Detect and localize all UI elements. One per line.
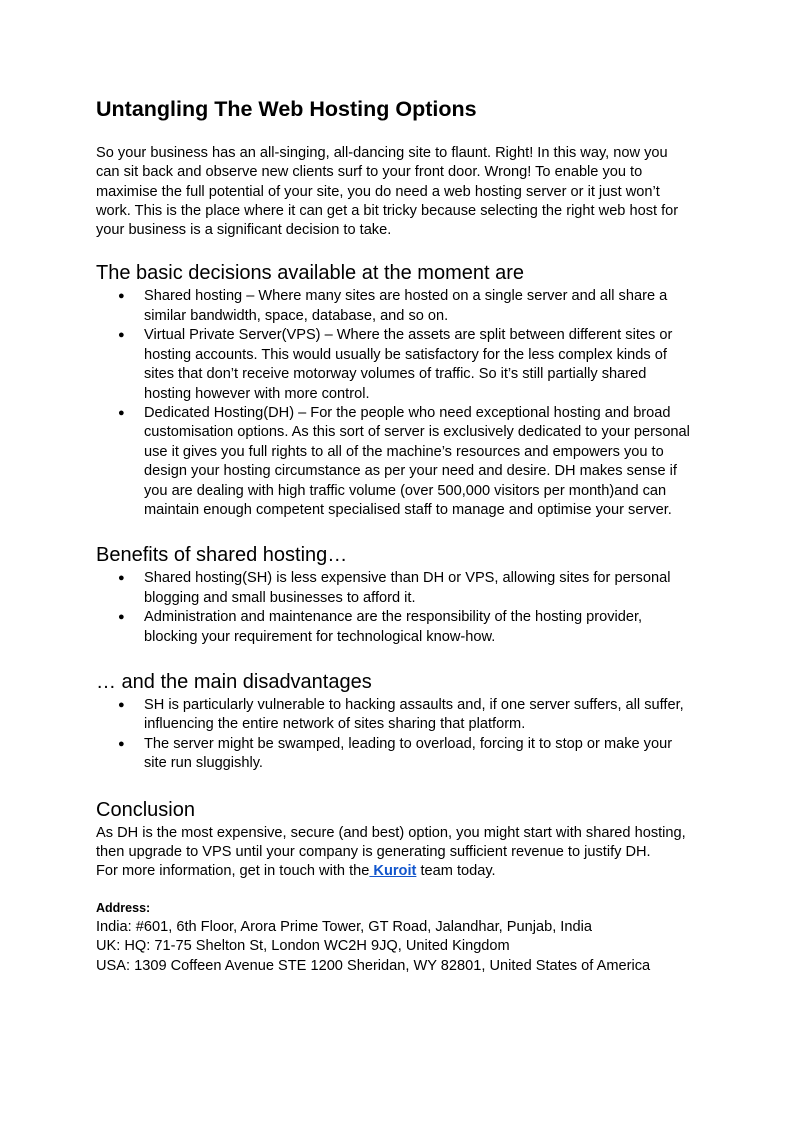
options-list (96, 287, 706, 520)
disadvantages-list (96, 696, 706, 774)
intro-line: maximise the full potential of your site, you do need a web hosting server or it just won’t (96, 183, 660, 200)
section-heading-options: The basic decisions available at the moment are (96, 262, 525, 285)
bullet-icon: ● (118, 698, 125, 711)
intro-line: your business is a significant decision to take. (96, 222, 392, 239)
list-item: ● SH is particularly vulnerable to hacking assaults and, if one server suffers, all suffer, influencing the entire network of sites sharing that platform. (118, 696, 684, 733)
list-item: ● The server might be swamped, leading to overload, forcing it to stop or make your site run sluggishly. (118, 735, 673, 772)
address-uk: UK: HQ: 71-75 Shelton St, London WC2H 9JQ, United Kingdom (96, 938, 510, 955)
kuroit-link[interactable]: Kuroit (369, 863, 417, 880)
list-item: ● Dedicated Hosting(DH) – For the people who need exceptional hosting and broad customisation options. As this sort of server is exclusively dedicated to your personal use it gives you full rights to all of the machine’s resources and empowers you to design your hosting circumstance as per your need and desire. DH makes sense if you are dealing with high traffic volume (over 500,000 visitors per month)and can maintain enough competent specialised staff to manage and optimise your server. (118, 404, 690, 518)
list-item: ● Shared hosting – Where many sites are hosted on a single server and all share a similar bandwidth, space, database, and so on. (118, 288, 668, 324)
intro-line: can sit back and observe new clients surf to your front door. Wrong! To enable you to (96, 164, 643, 181)
section-heading-benefits: Benefits of shared hosting… (96, 544, 348, 567)
intro-line: work. This is the place where it can get a bit tricky because selecting the right web host for (96, 202, 679, 219)
bullet-icon: ● (118, 737, 125, 750)
bullet-icon: ● (118, 572, 125, 585)
conclusion-heading: Conclusion (96, 798, 195, 821)
section-heading-disadvantages: … and the main disadvantages (96, 670, 372, 693)
benefits-list (96, 569, 706, 647)
list-item: ● Administration and maintenance are the responsibility of the hosting provider, blocking your requirement for technological know-how. (118, 609, 643, 645)
bullet-icon: ● (118, 290, 125, 303)
intro-line: So your business has an all-singing, all-dancing site to flaunt. Right! In this way, now you (96, 145, 668, 161)
intro-paragraph (96, 144, 706, 240)
bullet-icon: ● (118, 611, 125, 624)
address-label: Address: (96, 900, 151, 915)
page-title: Untangling The Web Hosting Options (96, 97, 477, 121)
conclusion-paragraph: As DH is the most expensive, secure (and best) option, you might start with shared hosting, then upgrade to VPS until your company is generating sufficient revenue to justify DH. For more information, get in touch with the Kuroit team today. (96, 824, 686, 880)
list-item: ● Virtual Private Server(VPS) – Where the assets are split between different sites or hosting accounts. This would usually be satisfactory for the less complex kinds of sites that don’t receive motorway volumes of traffic. So it’s still partially shared hosting however with more control. (118, 327, 673, 402)
bullet-icon: ● (118, 329, 125, 342)
bullet-icon: ● (118, 406, 125, 419)
address-usa: USA: 1309 Coffeen Avenue STE 1200 Sheridan, WY 82801, United States of America (96, 957, 651, 974)
document-page (96, 92, 706, 976)
list-item: ● Shared hosting(SH) is less expensive than DH or VPS, allowing sites for personal blogging and small businesses to afford it. (118, 570, 671, 606)
address-india: India: #601, 6th Floor, Arora Prime Tower, GT Road, Jalandhar, Punjab, India (96, 918, 592, 935)
